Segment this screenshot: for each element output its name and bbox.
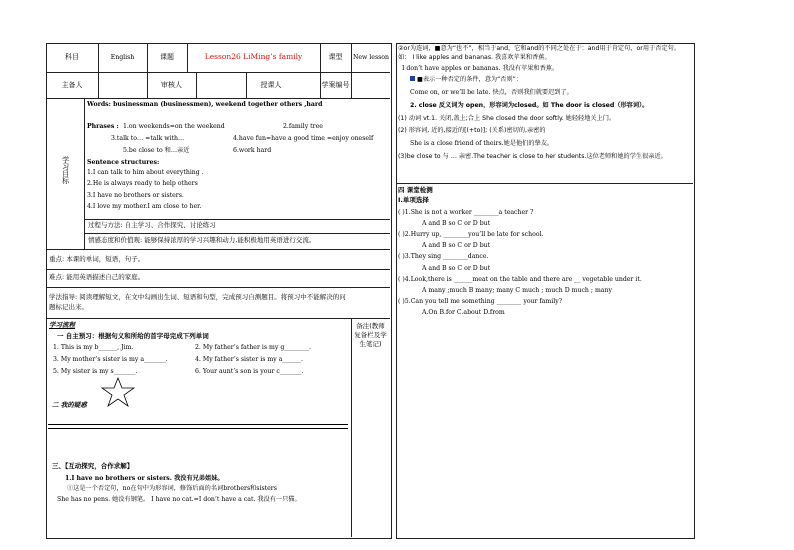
star-icon (101, 377, 135, 407)
doubt-title: 二 我的疑惑 (52, 401, 87, 409)
row-line (84, 219, 390, 220)
type-value: New lesson (352, 53, 390, 61)
process-title: 学习流程 (49, 321, 75, 329)
phrases-row-1 (87, 123, 387, 132)
process-line: 过程与方法: 自主学习、合作探究、讨论练习 (88, 221, 216, 229)
subject-value: English (110, 53, 135, 61)
goals-label (54, 140, 76, 200)
bullet-icon (410, 76, 415, 81)
preview-item: 2. My father’s father is my g________. (195, 343, 312, 351)
row-line (46, 98, 390, 99)
goals-content (87, 101, 387, 210)
condition-note-text: ■表示一种否定的条件，意为“否则”： (417, 75, 523, 83)
question: ( )1.She is not a worker ________a teacher ? (398, 208, 534, 216)
or-note-text: ②or为连词，■意为“也不”，相当于and，它和and的不同之处在于：and用于肯定句，or用于否定句。如： I like apples and bananas. 我喜欢苹果和香蕉。 (398, 45, 680, 62)
lower-content (49, 322, 349, 380)
condition-example: Come on, or we’ll be late. 快点，否则我们就要迟到了。 (410, 88, 573, 96)
difficult-points: 难点: 能用英语描述自己的家庭。 (49, 273, 145, 281)
key-points: 重点: 本课的单词，短语，句子。 (49, 255, 145, 263)
structure-item: 1.I can talk to him about everything . (87, 169, 204, 177)
close-1: (1) 动词 vt.1. 关闭,盖上;合上 She closed the door softly. 她轻轻地关上门。 (398, 115, 616, 123)
row-line (46, 287, 390, 288)
phrase-item: 3.talk to… =talk with… (111, 135, 185, 143)
notes-column-label: 备注(教师复备栏及学生笔记) (354, 322, 387, 348)
phrase-item: 4.have fun=have a good time =enjoy oneself (233, 135, 374, 143)
right-content (398, 44, 690, 161)
structure-item: 4.I love my mother.I am close to her. (87, 202, 202, 210)
explore-title: 三、【互动探究，合作求解】 (52, 462, 134, 470)
preview-item: 5. My sister is my s_______. (53, 367, 138, 375)
preview-item: 4. My father’s sister is my a______. (195, 355, 303, 363)
question-options: A.On B.for C.about D.from (422, 309, 505, 317)
preview-item: 3. My mother’s sister is my a_______. (53, 355, 168, 363)
question: ( )5.Can you tell me something ________ your family? (398, 297, 563, 305)
choice-title: I.单项选择 (398, 196, 429, 205)
words-line: Words: businessman (businessmen), weekend together others ,hard (87, 101, 323, 108)
phrases-row-2 (87, 135, 387, 144)
preview-title: 一 自主预习：根据句义和所给的首字母完成下列单词 (57, 332, 209, 341)
teacher-label: 授课人 (260, 80, 282, 89)
or-example: I don’t have apples or bananas. 我没有苹果和香蕉。 (402, 64, 559, 72)
explore-note: ①这是一个否定句，no在句中为形容词，修饰后面的名词brothers和sisters (67, 485, 277, 492)
col-line (84, 98, 85, 249)
phrase-item: 1.on weekends=on the weekend (123, 123, 225, 131)
close-3: (3)be close to 与 … 亲密.The teacher is close to her students.这位老师和她的学生很亲近。 (398, 153, 667, 161)
question-options: A and B so C or D but (422, 242, 491, 250)
col-line (351, 318, 352, 537)
col-line (196, 72, 197, 98)
explore-example: She has no pens. 她没有钢笔。 I have no cat.=I don’t have a cat. 我没有一只猫。 (57, 496, 301, 503)
row-line (84, 233, 390, 234)
row-line (46, 269, 390, 270)
condition-note (398, 76, 690, 83)
structures-label: Sentence structures: (87, 159, 160, 167)
preview-item: 6. Your aunt’s son is your c_______. (195, 367, 304, 375)
emotion-line: 情感态度和价值观: 能够保持浓厚的学习兴趣和动力,能积极地用英语进行交流。 (88, 236, 316, 244)
question-options: A many ;much B many; many C much ; much D much ; many (422, 286, 612, 294)
row-line (46, 249, 390, 250)
preview-item: 1. This is my b______, Jim. (53, 343, 134, 351)
phrase-item: 5.be close to 和…亲近 (123, 147, 190, 155)
subject-label: 科目 (65, 53, 79, 62)
method-text: 学法指导: 阅读理解短文，在文中勾画出生词、短语和句型，完成预习自测题目。将预习中不能解决的问题标记出来。 (49, 293, 346, 312)
doubt-rule (48, 424, 348, 425)
question-options: A and B so C or D but (422, 264, 491, 272)
row-line (396, 183, 693, 184)
question-options: A and B so C or D but (422, 220, 491, 228)
structure-item: 3.I have no brothers or sisters. (87, 191, 184, 199)
close-2-example: She is a close friend of theirs.她是他们的挚友。 (410, 140, 554, 148)
reviewer-label: 审核人 (161, 80, 182, 89)
question: ( )3.They sing ________dance. (398, 253, 489, 261)
phrase-item: 2.family tree (283, 123, 323, 131)
author-label: 主备人 (61, 80, 83, 89)
explore-item: 1.I have no brothers or sisters. 我没有兄弟姐妹。 (65, 475, 224, 482)
structure-item: 2.He is always ready to help others (87, 180, 198, 188)
row-line (46, 318, 390, 319)
doubt-rule (48, 428, 348, 429)
close-2: (2) 形容词, 近的,接近的[(+to)]; (关系)密切的,亲密的 (398, 127, 546, 135)
type-label: 课型 (328, 53, 343, 62)
close-note: 2. close 反义词为 open，形容词为closed。如 The door is closed（形容词）。 (410, 101, 649, 109)
plan-no-label: 学案编号 (321, 80, 350, 89)
phrases-label: Phrases : (87, 123, 119, 131)
or-note (398, 44, 690, 63)
practice-title: 四 课堂检测 (398, 186, 433, 194)
phrases-row-3 (87, 147, 387, 156)
phrase-item: 6.work hard (233, 147, 272, 155)
goals-label-text: 学习目标 (61, 156, 70, 184)
question: ( )4.Look,there is ______meat on the table and there are __ vegetable under it. (398, 275, 642, 283)
topic-label: 课题 (160, 53, 174, 62)
practice-section (398, 187, 690, 316)
topic-value: Lesson26 LiMing’s family (204, 52, 303, 62)
question: ( )2.Hurry up, ________you’ll be late for school. (398, 231, 544, 239)
